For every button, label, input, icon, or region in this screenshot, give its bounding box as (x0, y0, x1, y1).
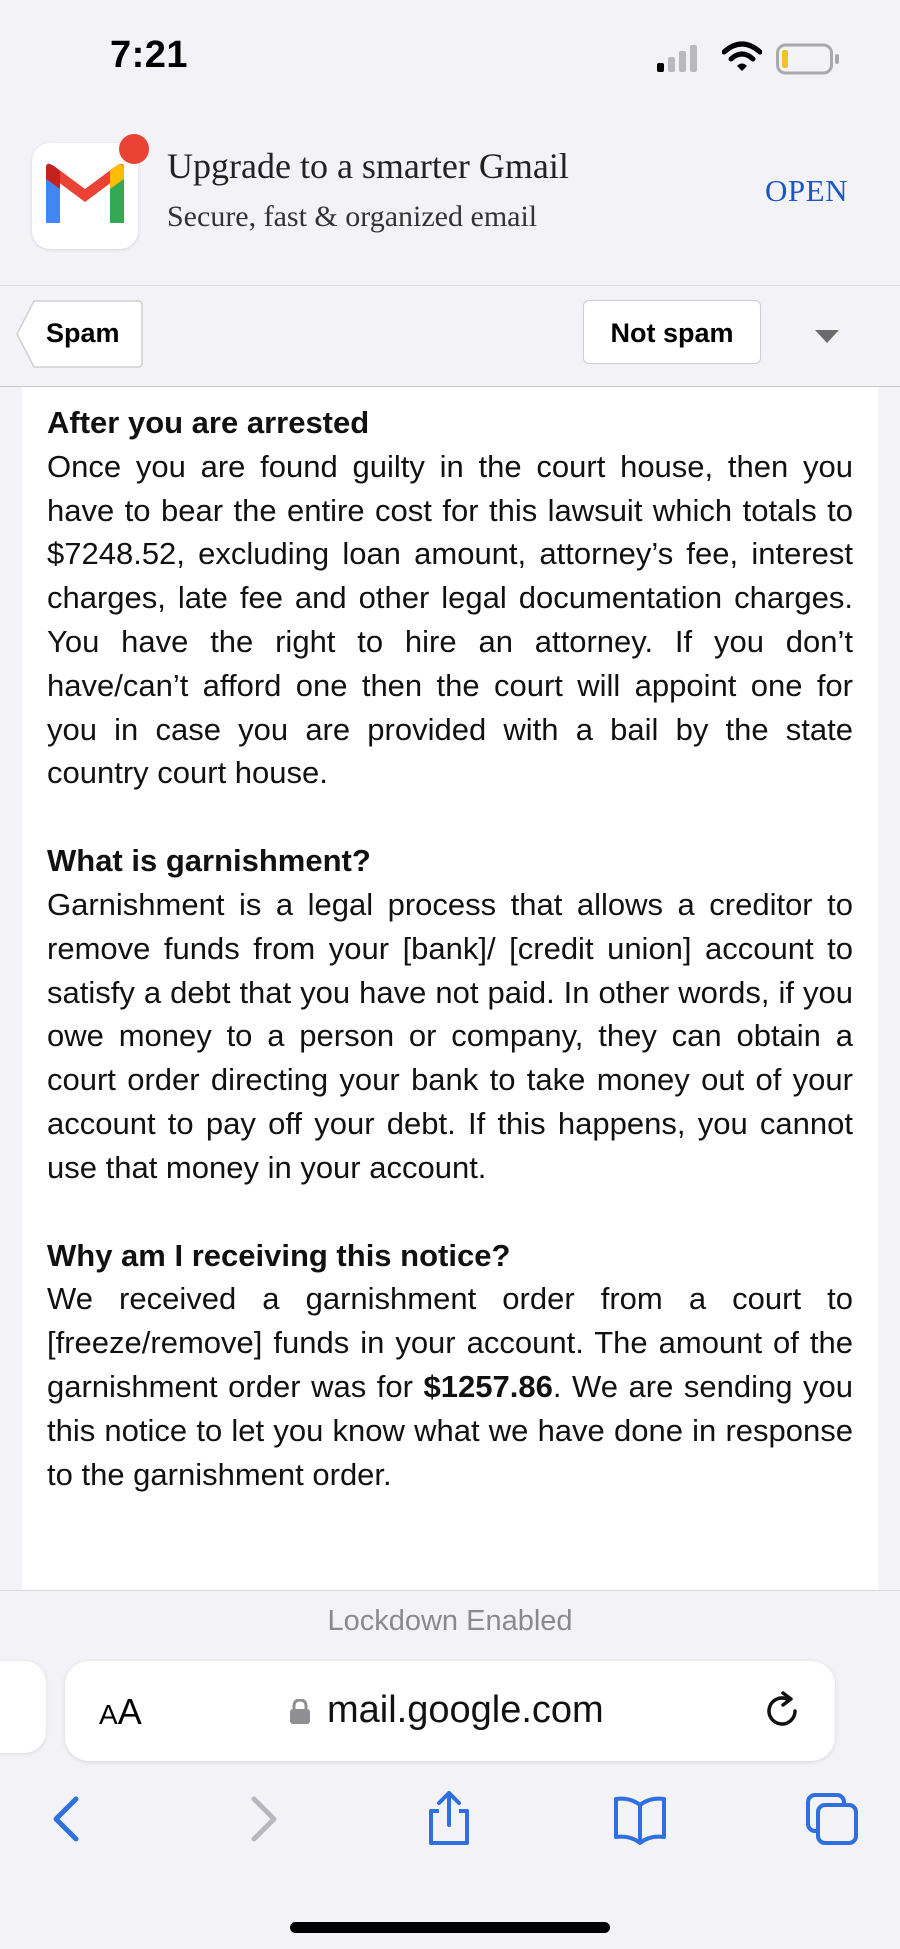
section-heading: After you are arrested (47, 405, 370, 440)
address-bar[interactable] (65, 1661, 835, 1761)
back-icon[interactable] (40, 1791, 96, 1847)
status-time: 7:21 (110, 34, 189, 76)
back-button-label: Spam (46, 318, 120, 348)
section-paragraph: Once you are found guilty in the court house, then you have to bear the entire cost for this lawsuit which totals to $7248.52, excluding loan amount, attorney’s fee, interest charges, late fee and other legal documentation charges. You have the right to hire an attorney. If you don’t have/can’t afford one then the court will appoint one for you in case you are provided with a bail by the state country court house. (47, 448, 853, 791)
status-bar (0, 0, 900, 115)
paragraph-text: We received a garnishment order from a court to [freeze/remove] funds in your account. The amount of the garnishment order was for (47, 1281, 853, 1404)
home-indicator (290, 1922, 610, 1933)
bookmarks-icon[interactable] (612, 1791, 668, 1847)
tabs-icon[interactable] (804, 1791, 860, 1847)
open-app-button[interactable]: OPEN (765, 173, 848, 208)
text-size-button[interactable]: AA (99, 1691, 142, 1732)
banner-title: Upgrade to a smarter Gmail (167, 146, 569, 186)
browser-bottom-bar (0, 1590, 900, 1949)
chevron-down-icon[interactable] (815, 330, 839, 343)
email-toolbar (0, 286, 900, 387)
lock-icon (289, 1699, 311, 1725)
forward-icon[interactable] (234, 1791, 290, 1847)
garnishment-amount: $1257.86 (423, 1368, 553, 1404)
url-text: mail.google.com (327, 1689, 604, 1731)
notification-badge (119, 134, 149, 164)
not-spam-button[interactable] (583, 300, 761, 364)
previous-tab-preview[interactable] (0, 1661, 46, 1753)
email-body[interactable] (22, 387, 878, 1590)
wifi-icon (722, 40, 762, 74)
banner-subtitle: Secure, fast & organized email (167, 200, 538, 233)
section-paragraph (47, 1277, 853, 1496)
not-spam-label: Not spam (610, 318, 734, 348)
battery-icon (776, 43, 840, 75)
reload-icon[interactable] (761, 1689, 805, 1733)
section-heading: What is garnishment? (47, 843, 371, 879)
share-icon[interactable] (421, 1791, 477, 1847)
paragraph-text: . We are sending you this notice to let you know what we have done in response to the garnishment order. (47, 1368, 853, 1492)
gmail-app-banner[interactable] (0, 115, 900, 286)
section-heading: Why am I receiving this notice? (47, 1237, 511, 1273)
lockdown-status: Lockdown Enabled (327, 1605, 573, 1637)
signal-icon (657, 44, 699, 74)
section-paragraph: Garnishment is a legal process that allows a creditor to remove funds from your [bank]/ [credit union] account to satisfy a debt that you have not paid. In other words, if you owe money to a person or company, they can obtain a court order directing your bank to take money out of your account to pay off your debt. If this happens, you cannot use that money in your account. (47, 886, 853, 1185)
email-text (47, 401, 853, 1496)
